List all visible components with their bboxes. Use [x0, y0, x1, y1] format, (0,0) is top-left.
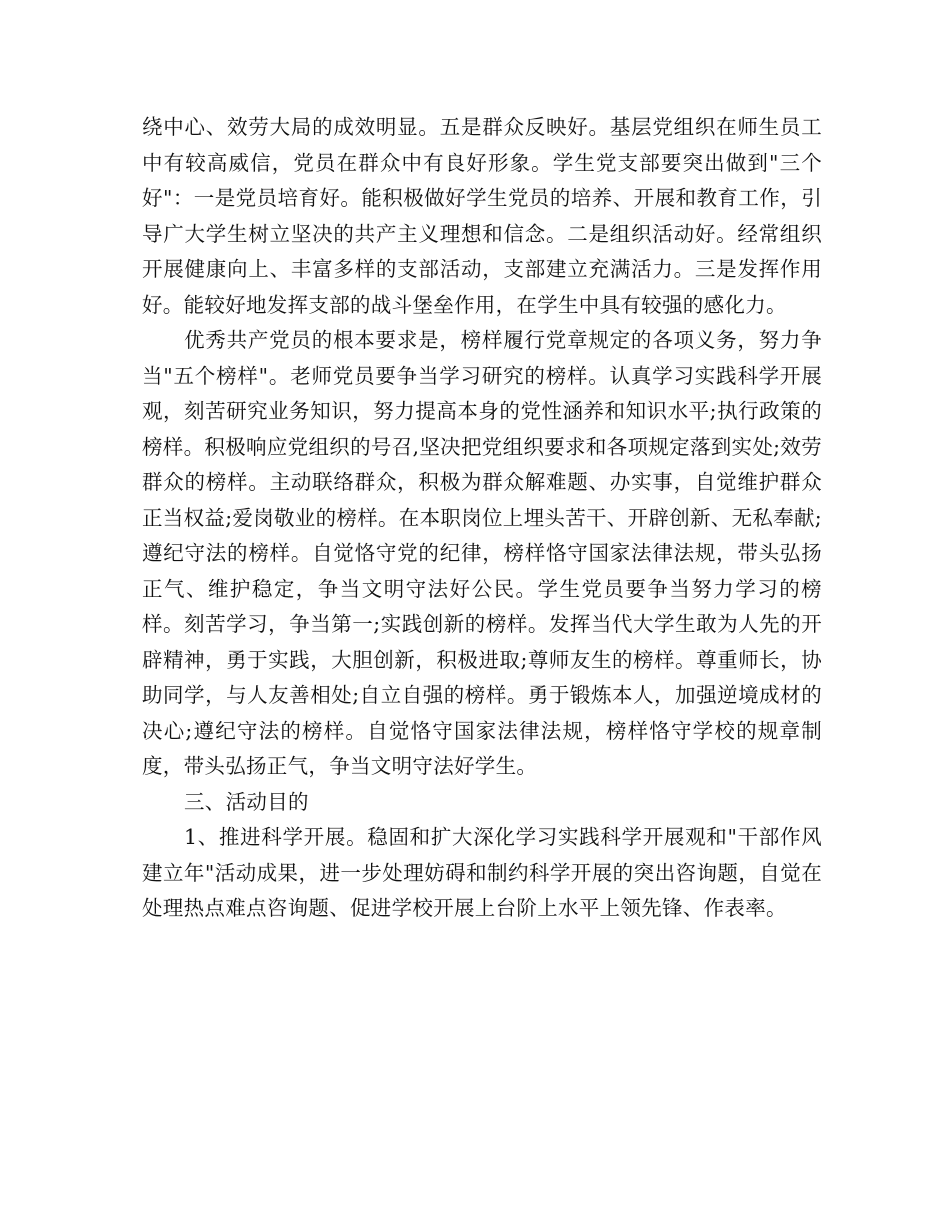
paragraph-2: 优秀共产党员的根本要求是，榜样履行党章规定的各项义务，努力争当"五个榜样"。老师党员要争当学习研究的榜样。认真学习实践科学开展观，刻苦研究业务知识，努力提高本身的党性涵养和知识水平;执行政策的榜样。积极响应党组织的号召,坚决把党组织要求和各项规定落到实处;效劳群众的榜样。主动联络群众，积极为群众解难题、办实事，自觉维护群众正当权益;爱岗敬业的榜样。在本职岗位上埋头苦干、开辟创新、无私奉献;遵纪守法的榜样。自觉恪守党的纪律，榜样恪守国家法律法规，带头弘扬正气、维护稳定，争当文明守法好公民。学生党员要争当努力学习的榜样。刻苦学习，争当第一;实践创新的榜样。发挥当代大学生敢为人先的开辟精神，勇于实践，大胆创新，积极进取;尊师友生的榜样。尊重师长，协助同学，与人友善相处;自立自强的榜样。勇于锻炼本人，加强逆境成材的决心;遵纪守法的榜样。自觉恪守国家法律法规，榜样恪守学校的规章制度，带头弘扬正气，争当文明守法好学生。: [142, 328, 823, 778]
document-body: [142, 110, 822, 927]
section-heading: 三、活动目的: [184, 789, 309, 814]
paragraph-3: 1、推进科学开展。稳固和扩大深化学习实践科学开展观和"干部作风建立年"活动成果，进一步处理妨碍和制约科学开展的突出咨询题，自觉在处理热点难点咨询题、促进学校开展上台阶上水平上领先锋、作表率。: [142, 825, 822, 920]
paragraph-1: 绕中心、效劳大局的成效明显。五是群众反映好。基层党组织在师生员工中有较高威信，党员在群众中有良好形象。学生党支部要突出做到"三个好"：一是党员培育好。能积极做好学生党员的培养、开展和教育工作，引导广大学生树立坚决的共产主义理想和信念。二是组织活动好。经常组织开展健康向上、丰富多样的支部活动，支部建立充满活力。三是发挥作用好。能较好地发挥支部的战斗堡垒作用，在学生中具有较强的感化力。: [142, 115, 822, 317]
